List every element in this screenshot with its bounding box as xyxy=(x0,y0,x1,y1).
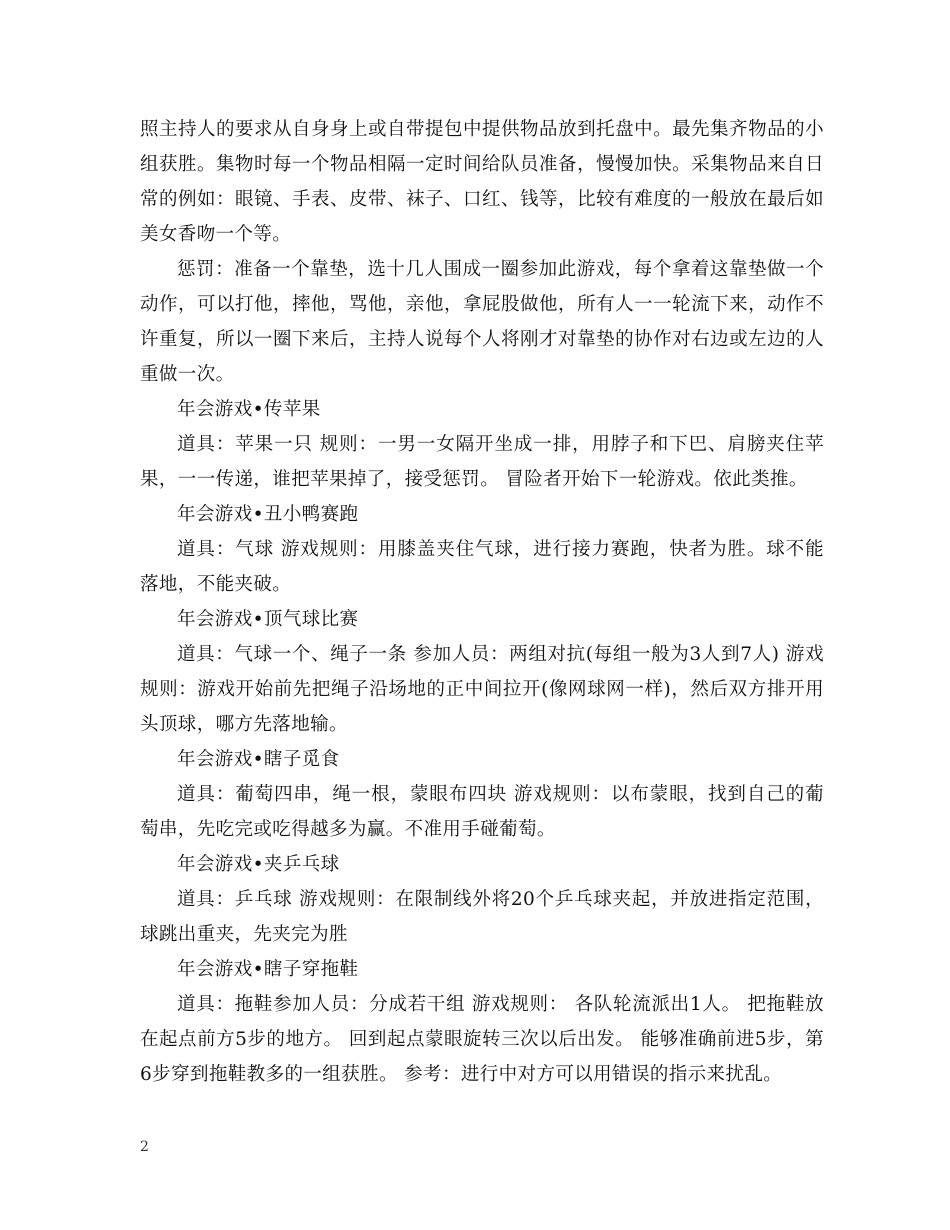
paragraph-balloon-contest: 道具：气球一个、绳子一条 参加人员：两组对抗(每组一般为3人到7人) 游戏规则：游戏开始前先把绳子沿场地的正中间拉开(像网球网一样)，然后双方排开用头顶球，哪方先落地输。 xyxy=(140,644,824,735)
paragraph-duckling-race: 道具：气球 游戏规则：用膝盖夹住气球，进行接力赛跑，快者为胜。球不能落地，不能夹破。 xyxy=(140,539,824,595)
paragraph-blind-food: 道具：葡萄四串，绳一根，蒙眼布四块 游戏规则：以布蒙眼，找到自己的葡萄串，先吃完或吃得越多为赢。不准用手碰葡萄。 xyxy=(140,784,824,840)
heading-blind-food: 年会游戏•瞎子觅食 xyxy=(177,749,340,770)
paragraph-continued-intro: 照主持人的要求从自身身上或自带提包中提供物品放到托盘中。最先集齐物品的小组获胜。集物时每一个物品相隔一定时间给队员准备，慢慢加快。采集物品来自日常的例如：眼镜、手表、皮带、袜子、口红、钱等，比较有难度的一般放在最后如美女香吻一个等。 xyxy=(140,119,824,245)
heading-duckling-race: 年会游戏•丑小鸭赛跑 xyxy=(177,504,359,525)
paragraph-blind-slippers: 道具：拖鞋参加人员：分成若干组 游戏规则： 各队轮流派出1人。 把拖鞋放在起点前方5步的地方。 回到起点蒙眼旋转三次以后出发。 能够准确前进5步，第6步穿到拖鞋教多的一组获胜。 参考：进行中对方可以用错误的指示来扰乱。 xyxy=(140,994,824,1085)
paragraph-punishment: 惩罚：准备一个靠垫，选十几人围成一圈参加此游戏，每个拿着这靠垫做一个动作，可以打他，摔他，骂他，亲他，拿屁股做他，所有人一一轮流下来，动作不许重复，所以一圈下来后，主持人说每个人将刚才对靠垫的协作对右边或左边的人重做一次。 xyxy=(140,259,824,385)
page-number: 2 xyxy=(140,1139,149,1155)
document-body xyxy=(140,112,824,1092)
heading-balloon-contest: 年会游戏•顶气球比赛 xyxy=(177,609,359,630)
paragraph-ping-pong: 道具：乒乓球 游戏规则：在限制线外将20个乒乓球夹起，并放进指定范围，球跳出重夹，先夹完为胜 xyxy=(140,889,824,945)
heading-pass-apple: 年会游戏•传苹果 xyxy=(177,399,321,420)
heading-ping-pong: 年会游戏•夹乒乓球 xyxy=(177,854,340,875)
heading-blind-slippers: 年会游戏•瞎子穿拖鞋 xyxy=(177,959,359,980)
paragraph-pass-apple: 道具：苹果一只 规则：一男一女隔开坐成一排，用脖子和下巴、肩膀夹住苹果，一一传递，谁把苹果掉了，接受惩罚。 冒险者开始下一轮游戏。依此类推。 xyxy=(140,434,824,490)
